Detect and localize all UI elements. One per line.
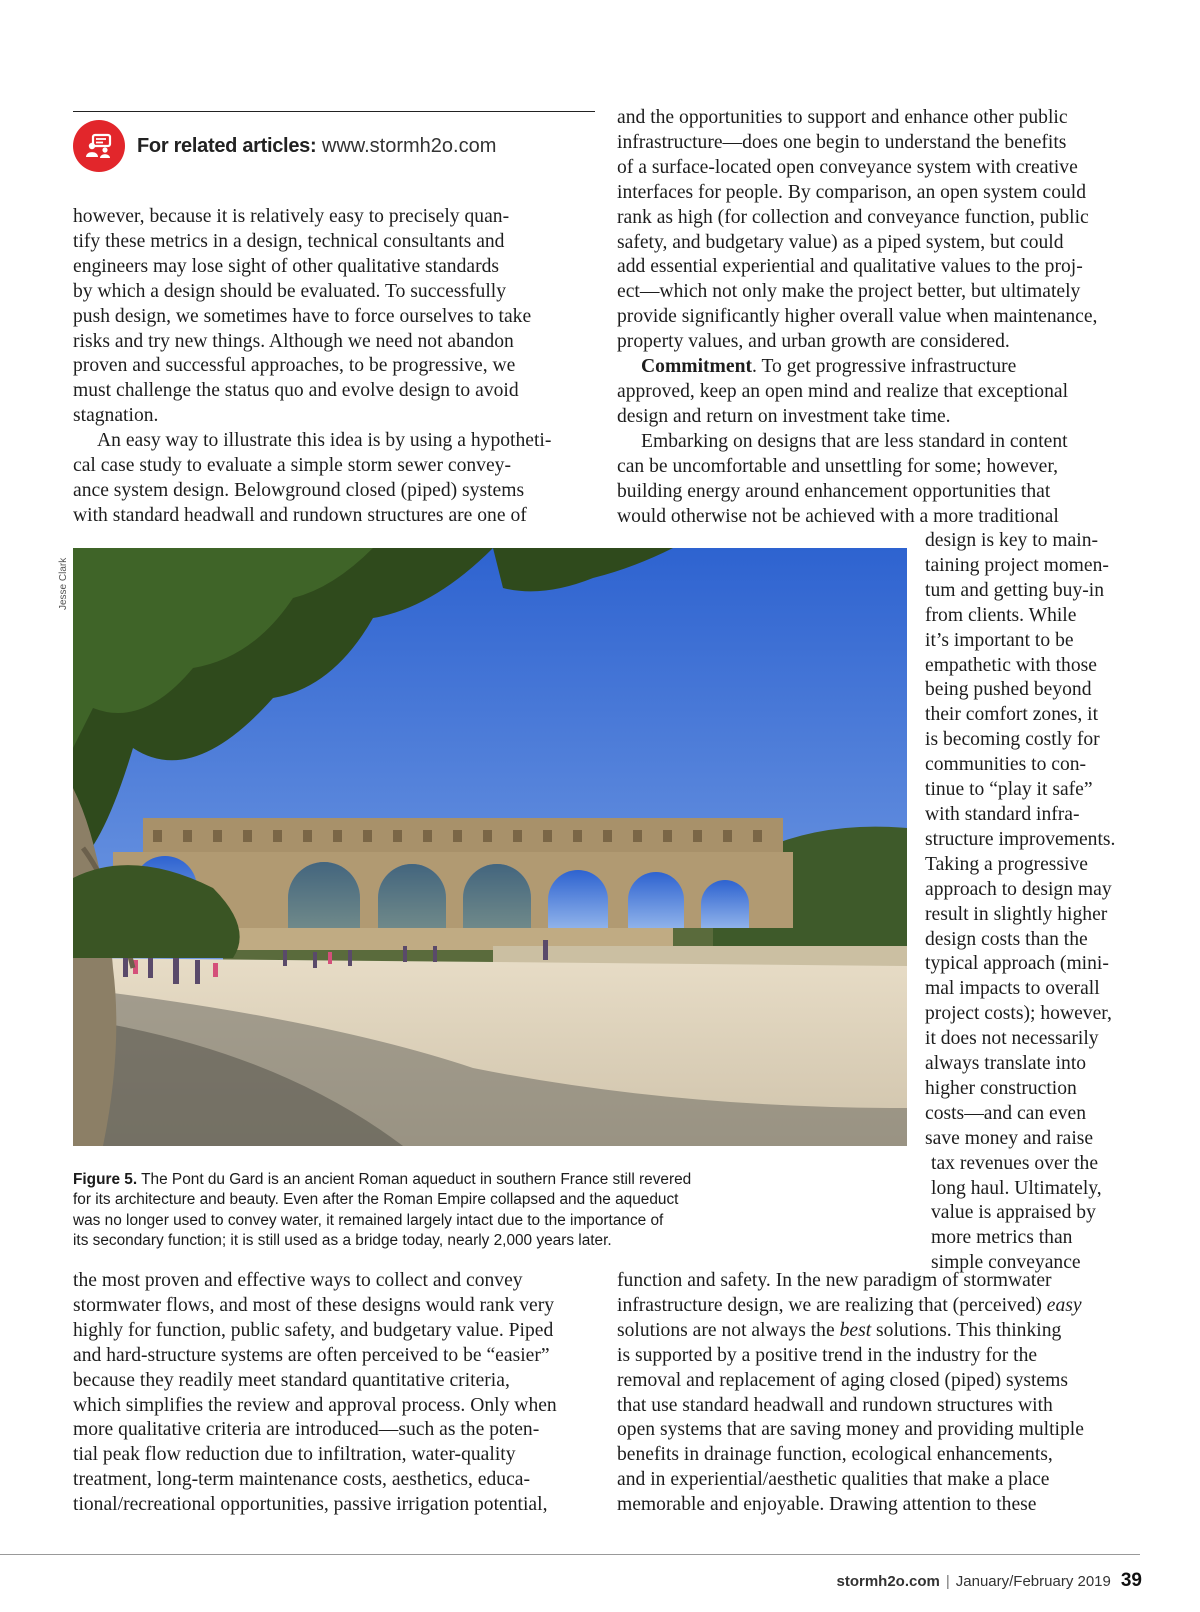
footer-separator: | xyxy=(945,1573,950,1590)
text-line: and in experiential/aesthetic qualities that make a place xyxy=(617,1469,1050,1491)
text-line: it does not necessarily xyxy=(925,1028,1099,1050)
text-line: proven and successful approaches, to be progressive, we xyxy=(73,355,516,377)
narrow-wrap-column xyxy=(925,529,1140,1276)
text-line: engineers may lose sight of other qualitative standards xyxy=(73,255,500,277)
footer-rule xyxy=(0,1554,1140,1555)
text-line: long haul. Ultimately, xyxy=(931,1177,1102,1199)
text-line: empathetic with those xyxy=(925,654,1097,676)
text-line: design and return on investment take time. xyxy=(617,405,951,427)
photo-credit: Jesse Clark xyxy=(58,557,69,610)
text-line: always translate into xyxy=(925,1053,1087,1075)
text-line: memorable and enjoyable. Drawing attention to these xyxy=(617,1494,1037,1516)
text-line: ect—which not only make the project better, but ultimately xyxy=(617,281,1081,303)
text-line: safety, and budgetary value) as a piped system, but could xyxy=(617,231,1064,253)
pont-du-gard-photo xyxy=(73,548,907,1146)
footer-site: stormh2o.com xyxy=(836,1573,940,1590)
text-line: typical approach (mini- xyxy=(925,953,1109,975)
text-line: by which a design should be evaluated. To successfully xyxy=(73,280,507,302)
text-line: which simplifies the review and approval process. Only when xyxy=(73,1394,557,1416)
text-line: taining project momen- xyxy=(925,554,1109,576)
commitment-heading: Commitment xyxy=(641,356,752,378)
footer-issue: January/February 2019 xyxy=(955,1573,1111,1590)
text-line: tinue to “play it safe” xyxy=(925,779,1093,801)
page-footer xyxy=(837,1570,1143,1592)
text-line: push design, we sometimes have to force ourselves to take xyxy=(73,305,532,327)
caption-line: Figure 5. The Pont du Gard is an ancient Roman aqueduct in southern France still revered xyxy=(73,1171,692,1188)
emphasis-best: best xyxy=(839,1319,872,1341)
text-line: with standard headwall and rundown structures are one of xyxy=(73,504,527,526)
text-line: design is key to main- xyxy=(925,530,1099,551)
text-line: value is appraised by xyxy=(931,1202,1096,1224)
text-line: costs—and can even xyxy=(925,1102,1087,1124)
figure-label: Figure 5. xyxy=(73,1171,138,1188)
text-line: stormwater flows, and most of these designs would rank very xyxy=(73,1294,555,1316)
text-line: approved, keep an open mind and realize that exceptional xyxy=(617,380,1069,402)
text-line: their comfort zones, it xyxy=(925,704,1099,726)
text-line: higher construction xyxy=(925,1077,1077,1099)
people-chat-icon xyxy=(73,120,125,172)
text-line: ance system design. Belowground closed (piped) systems xyxy=(73,479,525,501)
text-line: tum and getting buy-in xyxy=(925,579,1105,601)
caption-line: was no longer used to convey water, it remained largely intact due to the importance of xyxy=(73,1211,664,1229)
text-line: more qualitative criteria are introduced—such as the poten- xyxy=(73,1419,540,1441)
text-line: tial peak flow reduction due to infiltration, water-quality xyxy=(73,1444,516,1466)
text-line: property values, and urban growth are considered. xyxy=(617,331,1010,353)
text-line: from clients. While xyxy=(925,604,1077,626)
text-line: infrastructure—does one begin to understand the benefits xyxy=(617,131,1067,153)
text-line: removal and replacement of aging closed (piped) systems xyxy=(617,1369,1069,1391)
top-rule xyxy=(73,111,595,112)
text-line: An easy way to illustrate this idea is by using a hypotheti- xyxy=(97,430,552,452)
text-line: and hard-structure systems are often perceived to be “easier” xyxy=(73,1344,550,1366)
text-line: building energy around enhancement opportunities that xyxy=(617,480,1051,502)
text-line: tional/recreational opportunities, passive irrigation potential, xyxy=(73,1494,548,1516)
text-line: provide significantly higher overall value when maintenance, xyxy=(617,306,1098,328)
text-line: stagnation. xyxy=(73,405,159,427)
related-articles-link[interactable]: www.stormh2o.com xyxy=(321,134,497,157)
text-line: Commitment. To get progressive infrastructure xyxy=(641,356,1017,378)
caption-line: for its architecture and beauty. Even after the Roman Empire collapsed and the aqueduct xyxy=(73,1191,679,1209)
left-column-bottom xyxy=(73,1269,603,1518)
text-line: because they readily meet standard quantitative criteria, xyxy=(73,1369,510,1391)
related-articles-banner[interactable] xyxy=(73,118,593,174)
text-line: tify these metrics in a design, technical consultants and xyxy=(73,230,505,252)
text-line: being pushed beyond xyxy=(925,679,1092,701)
text-line: add essential experiential and qualitative values to the proj- xyxy=(617,256,1083,278)
caption-line: its secondary function; it is still used as a bridge today, nearly 2,000 years later. xyxy=(73,1232,612,1250)
right-column-top xyxy=(617,106,1137,529)
page-number: 39 xyxy=(1120,1570,1142,1591)
text-line: treatment, long-term maintenance costs, aesthetics, educa- xyxy=(73,1469,530,1491)
text-line: interfaces for people. By comparison, an open system could xyxy=(617,181,1087,203)
text-line: solutions are not always the best solutions. This thinking xyxy=(617,1319,1062,1341)
text-line: structure improvements. xyxy=(925,828,1116,850)
text-line: more metrics than xyxy=(931,1227,1073,1249)
text-line: risks and try new things. Although we need not abandon xyxy=(73,330,514,352)
text-line: Taking a progressive xyxy=(925,853,1088,875)
text-line: is supported by a positive trend in the industry for the xyxy=(617,1344,1038,1366)
text-line: infrastructure design, we are realizing that (perceived) easy xyxy=(617,1294,1082,1316)
text-line: mal impacts to overall xyxy=(925,978,1100,1000)
text-line: highly for function, public safety, and budgetary value. Piped xyxy=(73,1319,554,1341)
text-line: must challenge the status quo and evolve design to avoid xyxy=(73,380,519,402)
text-line: project costs); however, xyxy=(925,1003,1112,1025)
text-line: design costs than the xyxy=(925,928,1088,950)
right-column-bottom xyxy=(617,1269,1147,1518)
text-line: it’s important to be xyxy=(925,629,1074,651)
text-line: tax revenues over the xyxy=(931,1152,1099,1174)
emphasis-easy: easy xyxy=(1046,1294,1082,1316)
text-line: the most proven and effective ways to collect and convey xyxy=(73,1270,523,1291)
text-line: is becoming costly for xyxy=(925,729,1100,751)
text-line: simple conveyance xyxy=(931,1252,1081,1274)
related-articles-label: For related articles: xyxy=(137,134,317,157)
left-column-top xyxy=(73,205,603,529)
text-line: communities to con- xyxy=(925,754,1087,776)
text-line: save money and raise xyxy=(925,1127,1094,1149)
figure-caption xyxy=(73,1170,773,1252)
text-line: cal case study to evaluate a simple storm sewer convey- xyxy=(73,455,511,477)
text-line: would otherwise not be achieved with a more traditional xyxy=(617,505,1059,527)
text-line: open systems that are saving money and providing multiple xyxy=(617,1419,1084,1441)
text-line: of a surface-located open conveyance system with creative xyxy=(617,156,1078,178)
text-line: benefits in drainage function, ecological enhancements, xyxy=(617,1444,1053,1466)
figure-photo xyxy=(73,548,907,1146)
text-line: that use standard headwall and rundown structures with xyxy=(617,1394,1053,1416)
text-line: can be uncomfortable and unsettling for some; however, xyxy=(617,455,1059,477)
text-line: with standard infra- xyxy=(925,803,1080,825)
text-line: approach to design may xyxy=(925,878,1112,900)
text-line: result in slightly higher xyxy=(925,903,1108,925)
text-line: function and safety. In the new paradigm of stormwater xyxy=(617,1270,1052,1291)
text-line: however, because it is relatively easy to precisely quan- xyxy=(73,206,510,227)
text-line: rank as high (for collection and conveyance function, public xyxy=(617,206,1089,228)
text-line: Embarking on designs that are less standard in content xyxy=(641,430,1068,452)
text-line: and the opportunities to support and enhance other public xyxy=(617,107,1068,128)
